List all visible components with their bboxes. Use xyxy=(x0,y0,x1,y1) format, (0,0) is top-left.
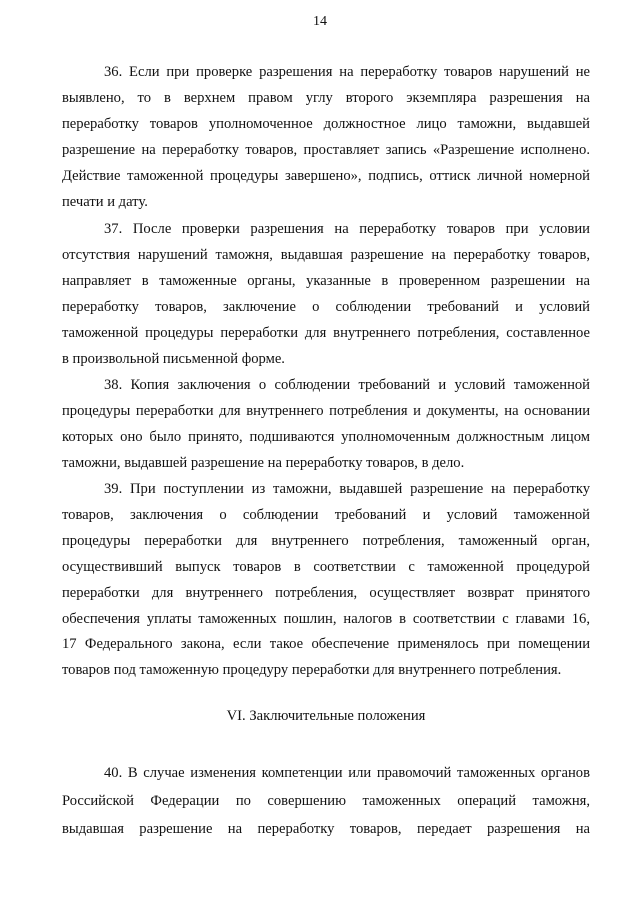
paragraph-line: переработку товаров, заключение о соблюдении требований и условий xyxy=(62,298,590,315)
paragraph-line: процедуры переработки для внутреннего потребления и документы, на основании xyxy=(62,402,590,419)
paragraph-40 xyxy=(62,759,590,843)
paragraph-line: выдавшая разрешение на переработку товаров, передает разрешения на xyxy=(62,821,590,837)
paragraph-line: 38. Копия заключения о соблюдении требований и условий таможенной xyxy=(104,377,590,393)
paragraph-line: 39. При поступлении из таможни, выдавшей разрешение на переработку xyxy=(104,481,590,497)
paragraph-line: осуществивший выпуск товаров в соответствии с таможенной процедурой xyxy=(62,558,590,575)
paragraph-36 xyxy=(62,60,590,215)
paragraph-line: таможенной процедуры переработки для внутреннего потребления, составленное xyxy=(62,324,590,341)
section-heading: VI. Заключительные положения xyxy=(226,708,426,724)
paragraph-line: обеспечения уплаты таможенных пошлин, налогов в соответствии с главами 16, xyxy=(62,610,590,627)
paragraph-37 xyxy=(62,217,590,372)
paragraph-line: процедуры переработки для внутреннего потребления, таможенный орган, xyxy=(62,532,590,549)
paragraph-line: отсутствия нарушений таможня, выдавшая разрешение на переработку товаров, xyxy=(62,246,590,263)
paragraph-line: в произвольной письменной форме. xyxy=(62,350,285,367)
paragraph-line: переработку товаров уполномоченное должностное лицо таможни, выдавшей xyxy=(62,115,590,132)
paragraph-38 xyxy=(62,373,590,477)
paragraph-line: которых оно было принято, подшиваются уполномоченным должностным лицом xyxy=(62,428,590,445)
paragraph-line: товаров под таможенную процедуру переработки для внутреннего потребления. xyxy=(62,662,562,679)
paragraph-line: 36. Если при проверке разрешения на переработку товаров нарушений не xyxy=(104,64,590,80)
paragraph-line: Российской Федерации по совершению таможенных операций таможня, xyxy=(62,793,590,809)
paragraph-line: выявлено, то в верхнем правом углу второго экземпляра разрешения на xyxy=(62,89,590,106)
paragraph-line: переработки для внутреннего потребления, осуществляет возврат принятого xyxy=(62,584,590,601)
paragraph-line: 37. После проверки разрешения на переработку товаров при условии xyxy=(104,221,590,237)
paragraph-line: печати и дату. xyxy=(62,193,148,210)
paragraph-line: Действие таможенной процедуры завершено», подпись, оттиск личной номерной xyxy=(62,167,590,184)
paragraph-line: направляет в таможенные органы, указанные в проверенном разрешении на xyxy=(62,272,590,289)
page-number: 14 xyxy=(313,14,327,29)
paragraph-line: 40. В случае изменения компетенции или правомочий таможенных органов xyxy=(104,765,590,781)
paragraph-line: таможни, выдавшей разрешение на переработку товаров, в дело. xyxy=(62,454,465,471)
paragraph-line: разрешение на переработку товаров, проставляет запись «Разрешение исполнено. xyxy=(62,141,590,158)
paragraph-line: 17 Федерального закона, если такое обеспечение применялось при помещении xyxy=(62,636,590,653)
paragraph-39 xyxy=(62,477,590,684)
paragraph-line: товаров, заключения о соблюдении требований и условий таможенной xyxy=(62,506,590,523)
